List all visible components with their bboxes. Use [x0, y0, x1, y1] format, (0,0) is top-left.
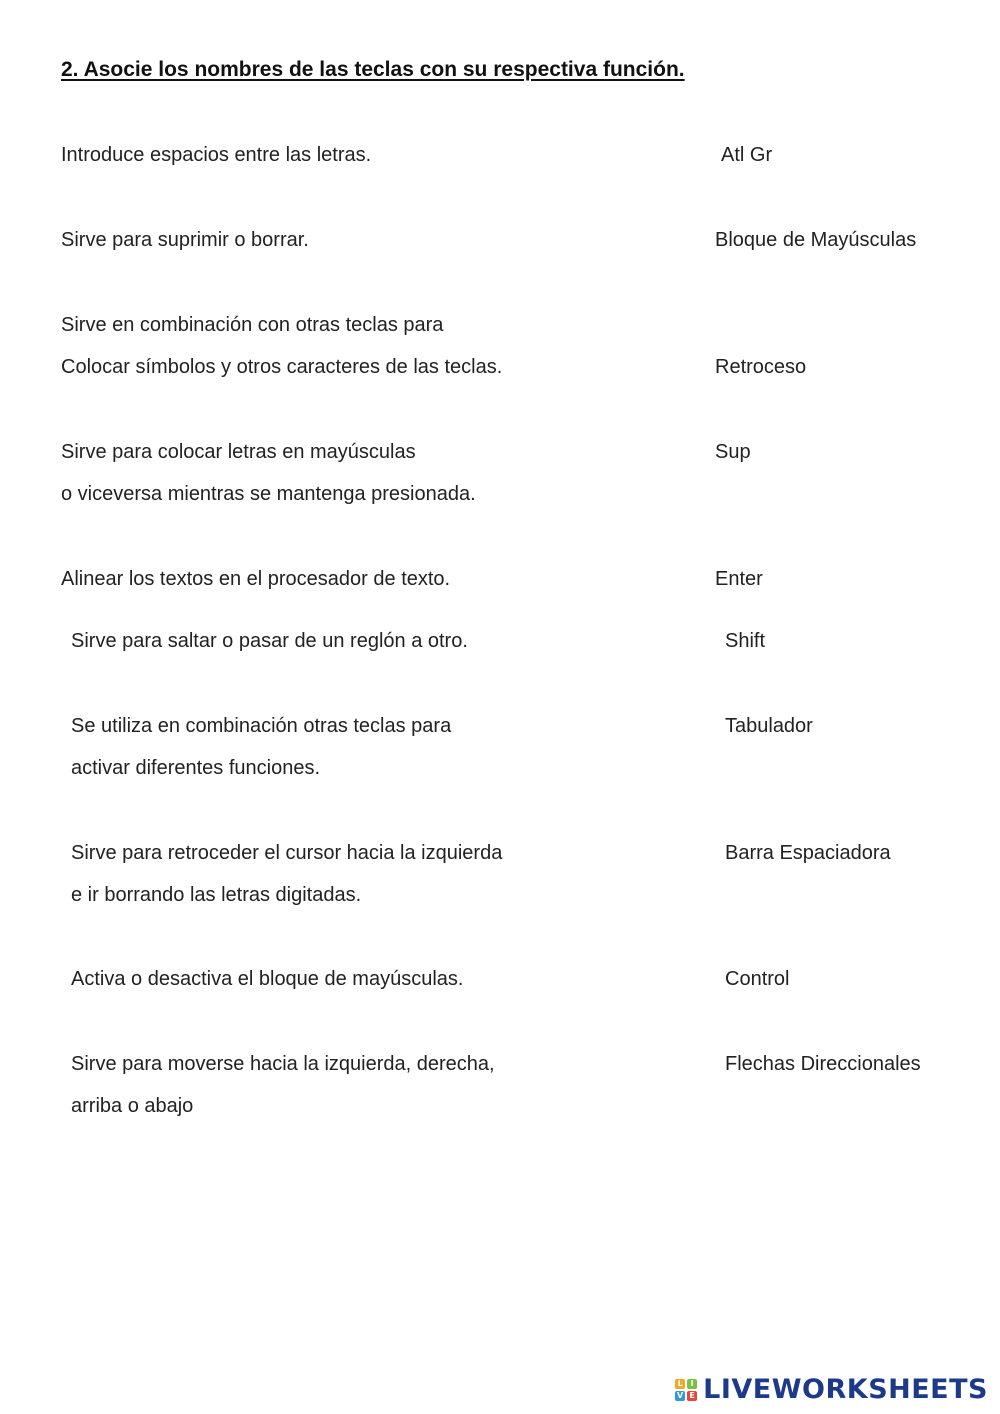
logo-tile-v: V [677, 1390, 684, 1400]
liveworksheets-logo [675, 1374, 988, 1405]
definition-8-line-1: Sirve para retroceder el cursor hacia la izquierda [71, 842, 503, 864]
definition-4-line-2: o viceversa mientras se mantenga presionada. [61, 483, 476, 505]
key-name-1: Atl Gr [721, 144, 773, 166]
definition-9-line-1: Activa o desactiva el bloque de mayúsculas. [71, 968, 464, 990]
key-name-7: Tabulador [725, 715, 813, 737]
definition-4-line-1: Sirve para colocar letras en mayúsculas [61, 441, 416, 463]
key-name-8: Barra Espaciadora [725, 842, 891, 864]
key-name-5: Enter [715, 568, 763, 590]
key-name-10: Flechas Direccionales [725, 1053, 921, 1075]
liveworksheets-logo-icon [675, 1379, 697, 1401]
definition-2-line-1: Sirve para suprimir o borrar. [61, 229, 309, 251]
definition-6-line-1: Sirve para saltar o pasar de un reglón a otro. [71, 630, 468, 652]
definition-5-line-1: Alinear los textos en el procesador de texto. [61, 568, 451, 590]
definition-3-line-1: Sirve en combinación con otras teclas para [61, 314, 444, 336]
logo-tile-l: L [675, 1379, 685, 1389]
definition-10-line-1: Sirve para moverse hacia la izquierda, derecha, [71, 1053, 495, 1075]
logo-tile-e: E [687, 1391, 697, 1401]
key-name-9: Control [725, 968, 790, 990]
definition-7-line-1: Se utiliza en combinación otras teclas para [71, 715, 452, 737]
definition-10-line-2: arriba o abajo [71, 1095, 194, 1117]
logo-tile-i: I [687, 1379, 697, 1389]
exercise-title: 2. Asocie los nombres de las teclas con su respectiva función. [61, 58, 685, 81]
key-name-2: Bloque de Mayúsculas [715, 229, 917, 251]
definition-1-line-1: Introduce espacios entre las letras. [61, 144, 372, 166]
key-name-4: Sup [715, 441, 751, 463]
definition-8-line-2: e ir borrando las letras digitadas. [71, 884, 362, 906]
definition-3-line-2: Colocar símbolos y otros caracteres de las teclas. [61, 356, 503, 378]
definition-7-line-2: activar diferentes funciones. [71, 757, 321, 779]
key-name-3: Retroceso [715, 356, 807, 378]
liveworksheets-logo-text: LIVEWORKSHEETS [703, 1374, 988, 1405]
key-name-6: Shift [725, 630, 766, 652]
